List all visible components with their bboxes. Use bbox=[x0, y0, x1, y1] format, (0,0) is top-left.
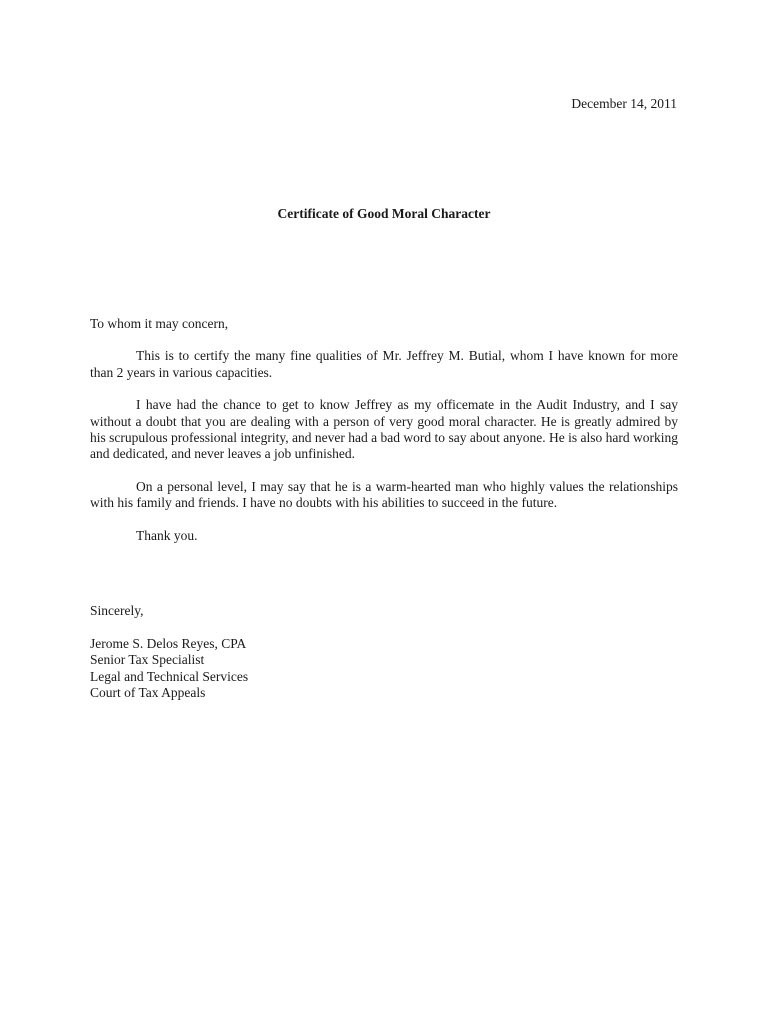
signature-block bbox=[90, 603, 248, 702]
body-paragraph-1: This is to certify the many fine qualities of Mr. Jeffrey M. Butial, whom I have known for more than 2 years in various capacities. bbox=[90, 348, 678, 380]
document-title: Certificate of Good Moral Character bbox=[277, 206, 491, 221]
closing-line: Sincerely, bbox=[90, 603, 144, 618]
signatory-department: Legal and Technical Services bbox=[90, 668, 249, 684]
thank-you-line: Thank you. bbox=[136, 527, 198, 543]
signatory-name: Jerome S. Delos Reyes, CPA bbox=[90, 635, 247, 651]
salutation: To whom it may concern, bbox=[90, 316, 229, 331]
signatory-position: Senior Tax Specialist bbox=[90, 652, 205, 668]
signatory-organization: Court of Tax Appeals bbox=[90, 685, 206, 701]
letter-date: December 14, 2011 bbox=[571, 96, 677, 111]
body-paragraph-2: I have had the chance to get to know Jeffrey as my officemate in the Audit Industry, and I say without a doubt that you are dealing with a person of very good moral character. He is greatly admired by his scrupulous professional integrity, and never had a bad word to say about anyone. He is also hard working and dedicated, and never leaves a job unfinished. bbox=[90, 397, 678, 462]
letter-body bbox=[90, 316, 678, 544]
body-paragraph-3: On a personal level, I may say that he is a warm-hearted man who highly values the relationships with his family and friends. I have no doubts with his abilities to succeed in the future. bbox=[90, 478, 678, 511]
